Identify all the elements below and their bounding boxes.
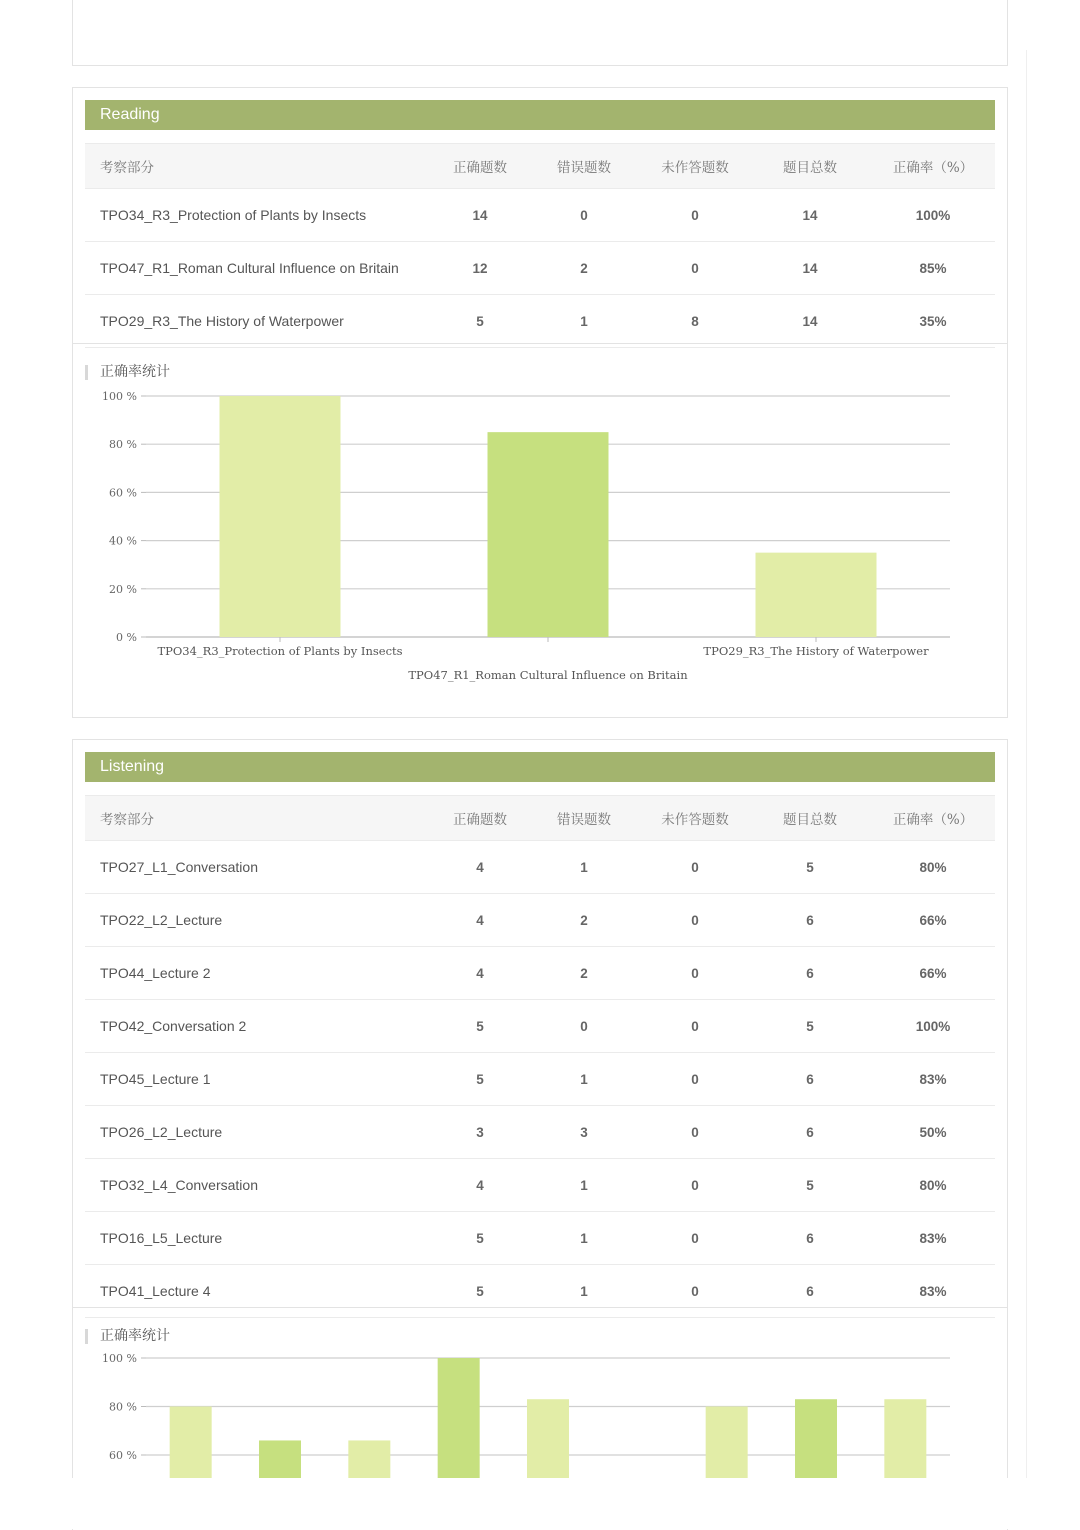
row-wrong: 0 xyxy=(580,1018,588,1034)
row-total: 5 xyxy=(806,859,814,875)
col-wrong: 错误题数 xyxy=(557,160,611,176)
row-wrong: 1 xyxy=(580,313,588,329)
col-unanswered: 未作答题数 xyxy=(661,812,729,828)
table-row xyxy=(85,894,995,947)
reading-chart-title: 正确率统计 xyxy=(85,365,170,380)
bar xyxy=(706,1407,748,1481)
table-header-row xyxy=(85,795,995,841)
listening-panel xyxy=(72,739,1008,1530)
bar xyxy=(527,1399,569,1480)
row-name: TPO44_Lecture 2 xyxy=(100,965,211,981)
row-correct: 4 xyxy=(476,859,484,875)
row-name: TPO32_L4_Conversation xyxy=(100,1177,258,1193)
row-correct: 5 xyxy=(476,1230,484,1246)
table-row xyxy=(85,1000,995,1053)
col-section: 考察部分 xyxy=(100,160,154,176)
row-total: 5 xyxy=(806,1018,814,1034)
row-name: TPO27_L1_Conversation xyxy=(100,859,258,875)
reading-panel xyxy=(72,87,1008,718)
row-wrong: 1 xyxy=(580,1283,588,1299)
row-name: TPO41_Lecture 4 xyxy=(100,1283,211,1299)
reading-table xyxy=(85,143,995,348)
row-total: 6 xyxy=(806,912,814,928)
y-tick-label: 80 % xyxy=(109,438,137,452)
col-total: 题目总数 xyxy=(783,812,837,828)
row-correct: 12 xyxy=(472,260,488,276)
row-rate: 83% xyxy=(919,1071,947,1087)
row-total: 14 xyxy=(802,313,818,329)
row-wrong: 0 xyxy=(580,207,588,223)
row-unanswered: 0 xyxy=(691,1177,699,1193)
row-unanswered: 0 xyxy=(691,1124,699,1140)
row-rate: 83% xyxy=(919,1283,947,1299)
bar xyxy=(259,1440,301,1480)
row-rate: 66% xyxy=(919,965,947,981)
listening-header: Listening xyxy=(85,752,995,782)
row-rate: 83% xyxy=(919,1230,947,1246)
y-tick-label: 60 % xyxy=(109,486,137,500)
row-name: TPO26_L2_Lecture xyxy=(100,1124,223,1140)
bar xyxy=(884,1399,926,1480)
table-header-row xyxy=(85,143,995,189)
listening-accuracy-chart xyxy=(73,1346,1007,1480)
row-name: TPO42_Conversation 2 xyxy=(100,1018,247,1034)
y-tick-label: 100 % xyxy=(102,390,137,403)
col-correct: 正确题数 xyxy=(453,160,507,176)
table-row xyxy=(85,1106,995,1159)
table-row xyxy=(85,947,995,1000)
row-wrong: 1 xyxy=(580,1177,588,1193)
y-tick-label: 100 % xyxy=(102,1352,137,1365)
table-row xyxy=(85,295,995,348)
row-correct: 5 xyxy=(476,1283,484,1299)
x-tick-label: TPO47_R1_Roman Cultural Influence on Britain xyxy=(408,668,688,682)
col-correct: 正确题数 xyxy=(453,812,507,828)
row-rate: 100% xyxy=(915,207,951,223)
row-total: 6 xyxy=(806,1283,814,1299)
row-correct: 4 xyxy=(476,1177,484,1193)
row-correct: 5 xyxy=(476,313,484,329)
row-name: TPO34_R3_Protection of Plants by Insects xyxy=(100,207,367,223)
row-wrong: 1 xyxy=(580,1230,588,1246)
row-wrong: 3 xyxy=(580,1124,588,1140)
bar xyxy=(488,432,609,637)
row-name: TPO22_L2_Lecture xyxy=(100,912,223,928)
row-total: 6 xyxy=(806,1230,814,1246)
row-unanswered: 0 xyxy=(691,965,699,981)
reading-header: Reading xyxy=(85,100,995,130)
row-name: TPO45_Lecture 1 xyxy=(100,1071,211,1087)
listening-chart-title: 正确率统计 xyxy=(85,1329,170,1344)
row-wrong: 1 xyxy=(580,1071,588,1087)
row-rate: 85% xyxy=(919,260,947,276)
row-correct: 5 xyxy=(476,1071,484,1087)
table-row xyxy=(85,1053,995,1106)
x-tick-label: TPO29_R3_The History of Waterpower xyxy=(703,644,929,658)
row-unanswered: 0 xyxy=(691,859,699,875)
row-unanswered: 0 xyxy=(691,912,699,928)
row-wrong: 2 xyxy=(580,965,588,981)
bar xyxy=(348,1440,390,1480)
table-row xyxy=(85,1159,995,1212)
row-rate: 80% xyxy=(919,1177,947,1193)
previous-card xyxy=(72,0,1008,66)
bar xyxy=(220,396,341,637)
row-total: 14 xyxy=(802,207,818,223)
row-wrong: 2 xyxy=(580,260,588,276)
row-unanswered: 0 xyxy=(691,260,699,276)
col-wrong: 错误题数 xyxy=(557,812,611,828)
col-rate: 正确率（%） xyxy=(892,812,974,828)
y-tick-label: 80 % xyxy=(109,1400,137,1414)
row-unanswered: 0 xyxy=(691,1283,699,1299)
row-total: 6 xyxy=(806,1071,814,1087)
row-total: 5 xyxy=(806,1177,814,1193)
row-correct: 4 xyxy=(476,965,484,981)
y-tick-label: 40 % xyxy=(109,534,137,548)
col-section: 考察部分 xyxy=(100,812,154,828)
row-unanswered: 0 xyxy=(691,1230,699,1246)
col-rate: 正确率（%） xyxy=(892,160,974,176)
row-name: TPO29_R3_The History of Waterpower xyxy=(100,313,344,329)
y-tick-label: 60 % xyxy=(109,1449,137,1462)
row-wrong: 2 xyxy=(580,912,588,928)
row-rate: 50% xyxy=(919,1124,947,1140)
row-unanswered: 0 xyxy=(691,1071,699,1087)
table-row xyxy=(85,1212,995,1265)
table-row xyxy=(85,242,995,295)
col-total: 题目总数 xyxy=(783,160,837,176)
reading-accuracy-chart xyxy=(73,383,1007,703)
table-row xyxy=(85,1265,995,1318)
table-row xyxy=(85,841,995,894)
col-unanswered: 未作答题数 xyxy=(661,160,729,176)
row-name: TPO47_R1_Roman Cultural Influence on Britain xyxy=(100,260,399,276)
page-bottom-blank xyxy=(0,1478,1080,1529)
row-correct: 4 xyxy=(476,912,484,928)
row-correct: 3 xyxy=(476,1124,484,1140)
row-total: 14 xyxy=(802,260,818,276)
page-edge-divider xyxy=(1026,50,1027,1480)
row-rate: 100% xyxy=(915,1018,951,1034)
y-tick-label: 20 % xyxy=(109,582,137,596)
row-rate: 35% xyxy=(919,313,947,329)
row-correct: 5 xyxy=(476,1018,484,1034)
y-tick-label: 0 % xyxy=(116,631,137,644)
x-tick-label: TPO34_R3_Protection of Plants by Insects xyxy=(157,644,403,658)
listening-table xyxy=(85,795,995,1318)
row-correct: 14 xyxy=(472,207,488,223)
row-unanswered: 0 xyxy=(691,207,699,223)
bar xyxy=(756,553,877,637)
table-row xyxy=(85,189,995,242)
row-total: 6 xyxy=(806,1124,814,1140)
row-unanswered: 0 xyxy=(691,1018,699,1034)
bar xyxy=(438,1358,480,1480)
bar xyxy=(795,1399,837,1480)
row-rate: 80% xyxy=(919,859,947,875)
bar xyxy=(170,1407,212,1481)
row-unanswered: 8 xyxy=(691,313,699,329)
row-name: TPO16_L5_Lecture xyxy=(100,1230,223,1246)
row-wrong: 1 xyxy=(580,859,588,875)
row-rate: 66% xyxy=(919,912,947,928)
row-total: 6 xyxy=(806,965,814,981)
